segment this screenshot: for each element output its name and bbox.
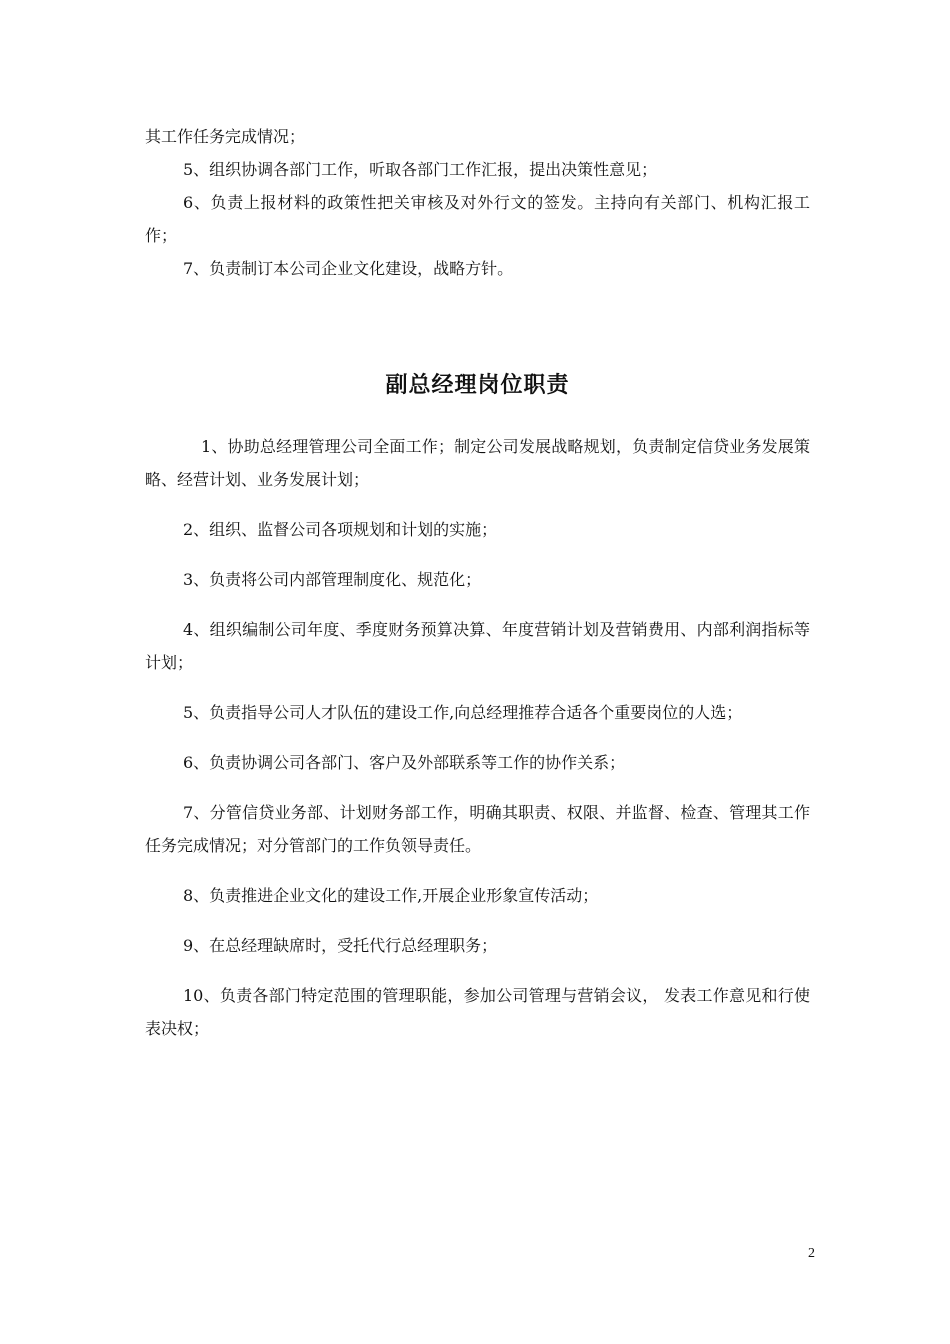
duty-item-8: 8、负责推进企业文化的建设工作,开展企业形象宣传活动； xyxy=(183,886,599,905)
top-item-5: 5、组织协调各部门工作，听取各部门工作汇报，提出决策性意见； xyxy=(183,160,658,179)
duty-item-1: 1、协助总经理管理公司全面工作；制定公司发展战略规划，负责制定信贷业务发展策略、经营计划、业务发展计划； xyxy=(145,437,810,489)
duty-item-7: 7、分管信贷业务部、计划财务部工作，明确其职责、权限、并监督、检查、管理其工作任务完成情况；对分管部门的工作负领导责任。 xyxy=(145,803,810,855)
page-number: 2 xyxy=(808,1246,815,1261)
duty-item-4: 4、组织编制公司年度、季度财务预算决算、年度营销计划及营销费用、内部利润指标等计划； xyxy=(145,620,810,672)
page-content xyxy=(145,120,810,1045)
duty-item-10: 10、负责各部门特定范围的管理职能，参加公司管理与营销会议， 发表工作意见和行使表决权； xyxy=(145,986,810,1038)
duty-item-9: 9、在总经理缺席时，受托代行总经理职务； xyxy=(183,936,498,955)
duty-item-5: 5、负责指导公司人才队伍的建设工作,向总经理推荐合适各个重要岗位的人选； xyxy=(183,703,743,722)
top-item-6: 6、负责上报材料的政策性把关审核及对外行文的签发。主持向有关部门、机构汇报工作； xyxy=(145,193,810,245)
section-title: 副总经理岗位职责 xyxy=(385,373,570,398)
duty-item-6: 6、负责协调公司各部门、客户及外部联系等工作的协作关系； xyxy=(183,753,626,772)
continued-text: 其工作任务完成情况； xyxy=(145,127,306,146)
duty-item-3: 3、负责将公司内部管理制度化、规范化； xyxy=(183,570,482,589)
top-item-7: 7、负责制订本公司企业文化建设，战略方针。 xyxy=(183,259,514,278)
duty-item-2: 2、组织、监督公司各项规划和计划的实施； xyxy=(183,520,498,539)
